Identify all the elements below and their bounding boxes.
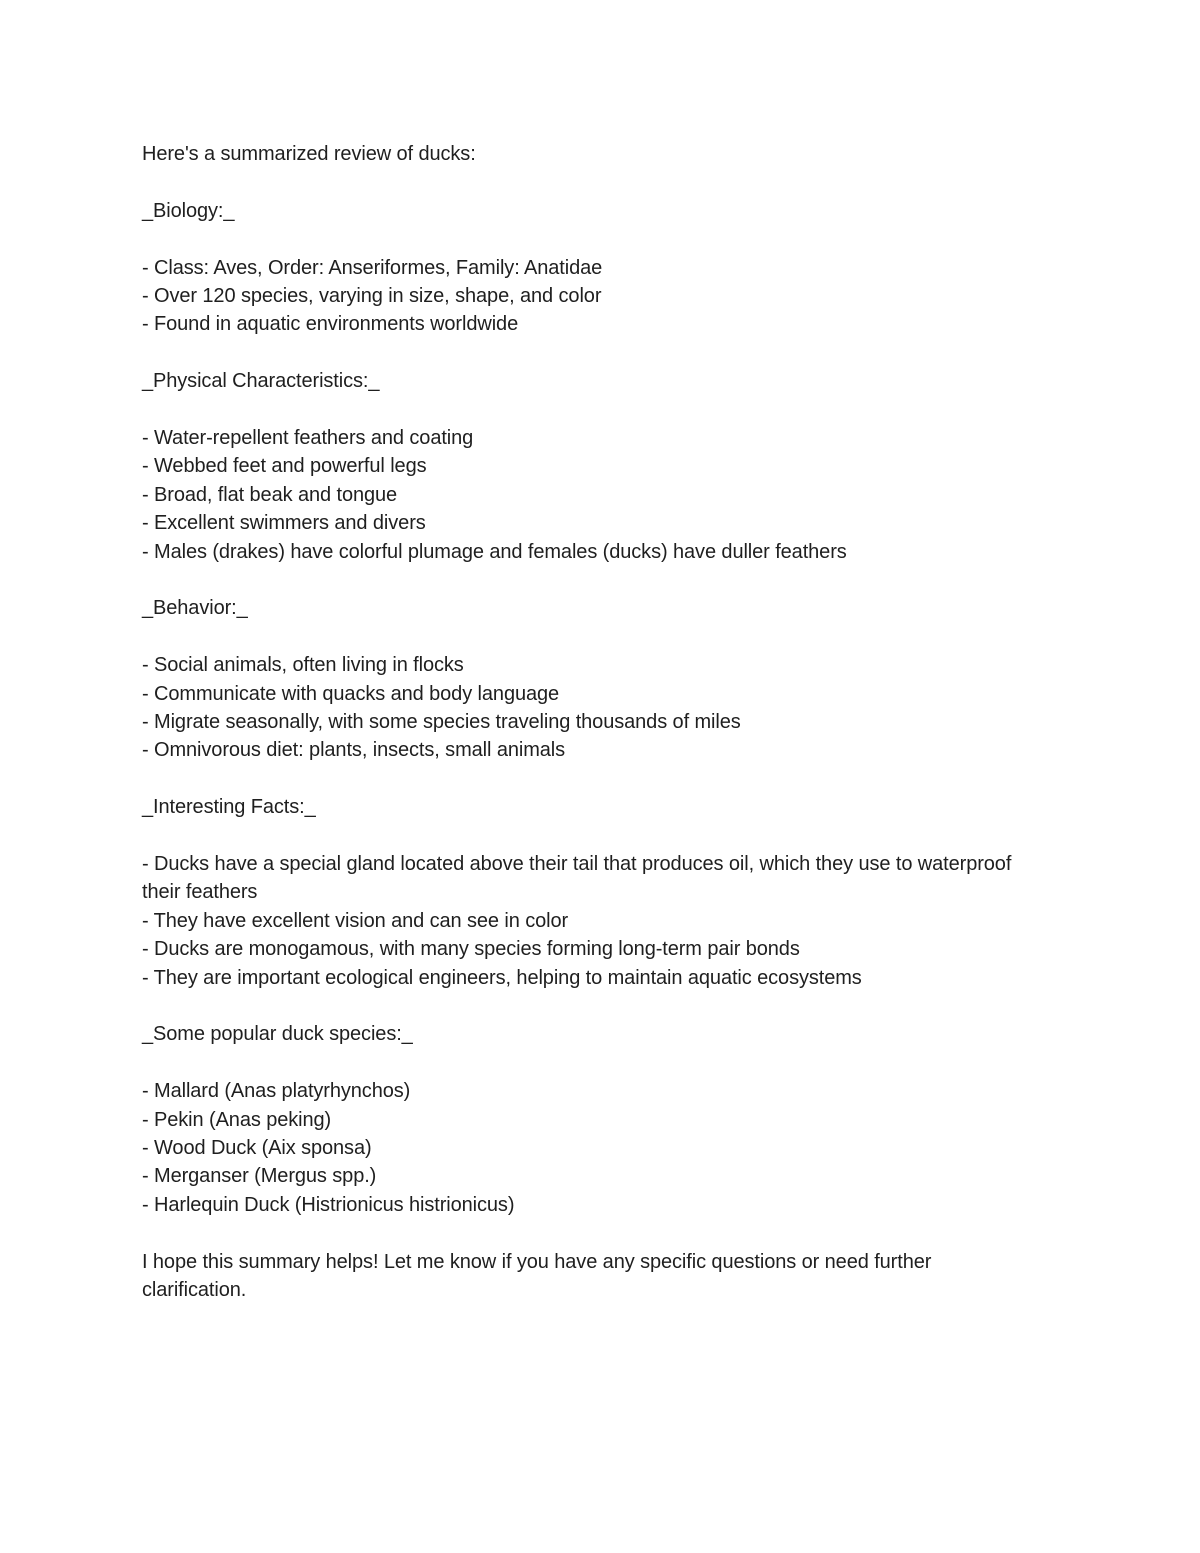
spacer bbox=[142, 168, 1022, 196]
list-item: - Mallard (Anas platyrhynchos) bbox=[142, 1080, 411, 1103]
spacer bbox=[142, 339, 1022, 367]
list-item: - Males (drakes) have colorful plumage and females (ducks) have duller feathers bbox=[142, 540, 847, 563]
spacer bbox=[142, 992, 1022, 1020]
intro-text: Here's a summarized review of ducks: bbox=[142, 143, 476, 165]
list-item: - They are important ecological engineers, helping to maintain aquatic ecosystems bbox=[142, 966, 862, 989]
list-item: - Merganser (Mergus spp.) bbox=[142, 1165, 377, 1188]
list-item: - Migrate seasonally, with some species traveling thousands of miles bbox=[142, 711, 741, 734]
section-heading-interesting-facts: _Interesting Facts:_ bbox=[142, 796, 316, 819]
spacer bbox=[142, 566, 1022, 594]
document-body bbox=[142, 140, 1022, 1304]
list-item: - Harlequin Duck (Histrionicus histrionicus) bbox=[142, 1193, 515, 1216]
spacer bbox=[142, 396, 1022, 424]
list-item: - Omnivorous diet: plants, insects, small animals bbox=[142, 739, 566, 762]
list-item: - Over 120 species, varying in size, shape, and color bbox=[142, 285, 602, 307]
section-heading-behavior: _Behavior:_ bbox=[142, 597, 248, 620]
spacer bbox=[142, 822, 1022, 850]
list-item: - Ducks have a special gland located above their tail that produces oil, which they use to waterproof their feathers bbox=[142, 853, 1017, 904]
list-item: - Communicate with quacks and body language bbox=[142, 682, 560, 705]
section-heading-biology: _Biology:_ bbox=[142, 199, 235, 222]
list-item: - They have excellent vision and can see in color bbox=[142, 909, 569, 932]
section-heading-physical-characteristics: _Physical Characteristics:_ bbox=[142, 370, 380, 393]
list-item: - Social animals, often living in flocks bbox=[142, 654, 464, 677]
spacer bbox=[142, 225, 1022, 253]
list-item: - Wood Duck (Aix sponsa) bbox=[142, 1137, 372, 1160]
list-item: - Broad, flat beak and tongue bbox=[142, 483, 398, 506]
list-item: - Excellent swimmers and divers bbox=[142, 512, 426, 535]
spacer bbox=[142, 1049, 1022, 1077]
list-item: - Water-repellent feathers and coating bbox=[142, 427, 474, 449]
list-item: - Pekin (Anas peking) bbox=[142, 1108, 332, 1131]
spacer bbox=[142, 623, 1022, 651]
section-heading-duck-species: _Some popular duck species:_ bbox=[142, 1023, 413, 1046]
list-item: - Class: Aves, Order: Anseriformes, Family: Anatidae bbox=[142, 256, 603, 279]
list-item: - Ducks are monogamous, with many species forming long-term pair bonds bbox=[142, 938, 800, 961]
closing-text: I hope this summary helps! Let me know if you have any specific questions or need further clarification. bbox=[142, 1250, 937, 1302]
list-item: - Webbed feet and powerful legs bbox=[142, 455, 427, 478]
list-item: - Found in aquatic environments worldwide bbox=[142, 313, 519, 336]
spacer bbox=[142, 765, 1022, 793]
spacer bbox=[142, 1219, 1022, 1247]
